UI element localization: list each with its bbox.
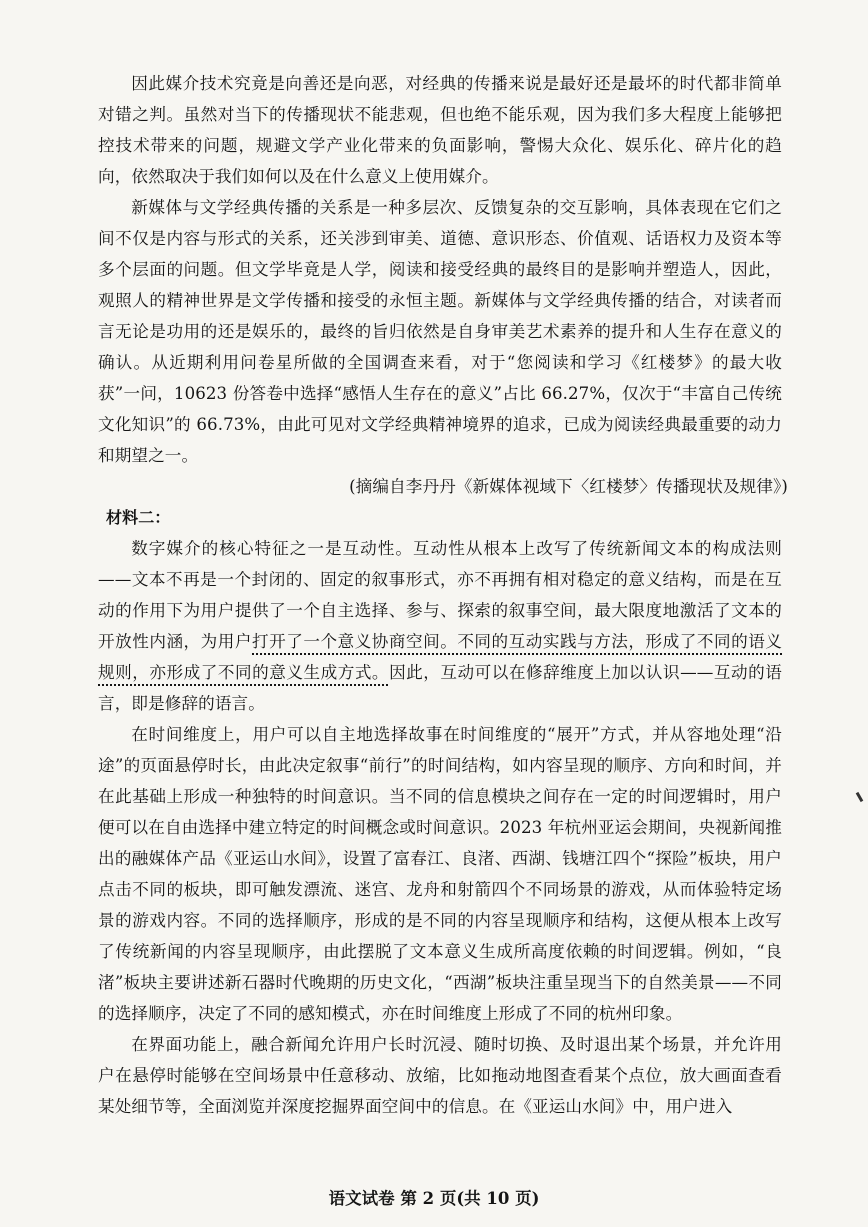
material-two-heading: 材料二： (106, 508, 171, 527)
source-citation: (摘编自李丹丹《新媒体视域下〈红楼梦〉传播现状及规律》) (349, 477, 788, 496)
paragraph-time-dimension: 在时间维度上，用户可以自主地选择故事在时间维度的“展开”方式，并从容地处理“沿途”的页面悬停时长，由此决定叙事“前行”的时间结构，如内容呈现的顺序、方向和时间，并在此基础上形成一种独特的时间意识。当不同的信息模块之间存在一定的时间逻辑时，用户便可以在自由选择中建立特定的时间概念或时间意识。2023 年杭州亚运会期间，央视新闻推出的融媒体产品《亚运山水间》，设置了富春江、良渚、西湖、钱塘江四个“探险”板块，用户点击不同的板块，即可触发漂流、迷宫、龙舟和射箭四个不同场景的游戏，从而体验特定场景的游戏内容。不同的选择顺序，形成的是不同的内容呈现顺序和结构，这便从根本上改写了传统新闻的内容呈现顺序，由此摆脱了文本意义生成所高度依赖的时间逻辑。例如，“良渚”板块主要讲述新石器时代晚期的历史文化，“西湖”板块注重呈现当下的自然美景——不同的选择顺序，决定了不同的感知模式，亦在时间维度上形成了不同的杭州印象。 (98, 725, 782, 1023)
dotted-emphasis-text: 打开了一个意义协商空间。不同的互动实践与方法，形成了不同的语义规则，亦形成了不同的意义生成方式。 (98, 632, 782, 682)
paragraph-interface-function: 在界面功能上，融合新闻允许用户长时沉浸、随时切换、及时退出某个场景，并允许用户在悬停时能够在空间场景中任意移动、放缩，比如拖动地图查看某个点位，放大画面查看某处细节等，全面浏览并深度挖掘界面空间中的信息。在《亚运山水间》中，用户进入 (98, 1035, 782, 1116)
margin-mark (856, 792, 864, 802)
paragraph-new-media-relation: 新媒体与文学经典传播的关系是一种多层次、反馈复杂的交互影响，具体表现在它们之间不仅是内容与形式的关系，还关涉到审美、道德、意识形态、价值观、话语权力及资本等多个层面的问题。但文学毕竟是人学，阅读和接受经典的最终目的是影响并塑造人，因此，观照人的精神世界是文学传播和接受的永恒主题。新媒体与文学经典传播的结合，对读者而言无论是功用的还是娱乐的，最终的旨归依然是自身审美艺术素养的提升和人生存在意义的确认。从近期利用问卷星所做的全国调查来看，对于“您阅读和学习《红楼梦》的最大收获”一问，10623 份答卷中选择“感悟人生存在的意义”占比 66.27%，仅次于“丰富自己传统文化知识”的 66.73%，由此可见对文学经典精神境界的追求，已成为阅读经典最重要的动力和期望之一。 (98, 198, 782, 465)
interactivity-text-before: 数字媒介的核心特征之一是互动性。互动性从根本上改写了传统新闻文本的构成法则——文本不再是一个封闭的、固定的叙事形式，亦不再拥有相对稳定的意义结构，而是在互动的作用下为用户提供了一个自主选择、参与、探索的叙事空间，最大限度地激活了文本的开放性内涵，为用户 (98, 539, 782, 651)
paragraph-interactivity (98, 533, 782, 719)
interactivity-text-after: 因此，互动可以在修辞维度上加以认识——互动的语言，即是修辞的语言。 (98, 663, 782, 713)
paragraph-media-tech: 因此媒介技术究竟是向善还是向恶，对经典的传播来说是最好还是最坏的时代都非简单对错之判。虽然对当下的传播现状不能悲观，但也绝不能乐观，因为我们多大程度上能够把控技术带来的问题，规避文学产业化带来的负面影响，警惕大众化、娱乐化、碎片化的趋向，依然取决于我们如何以及在什么意义上使用媒介。 (98, 74, 782, 186)
page-footer: 语文试卷 第 2 页(共 10 页) (328, 1189, 540, 1208)
